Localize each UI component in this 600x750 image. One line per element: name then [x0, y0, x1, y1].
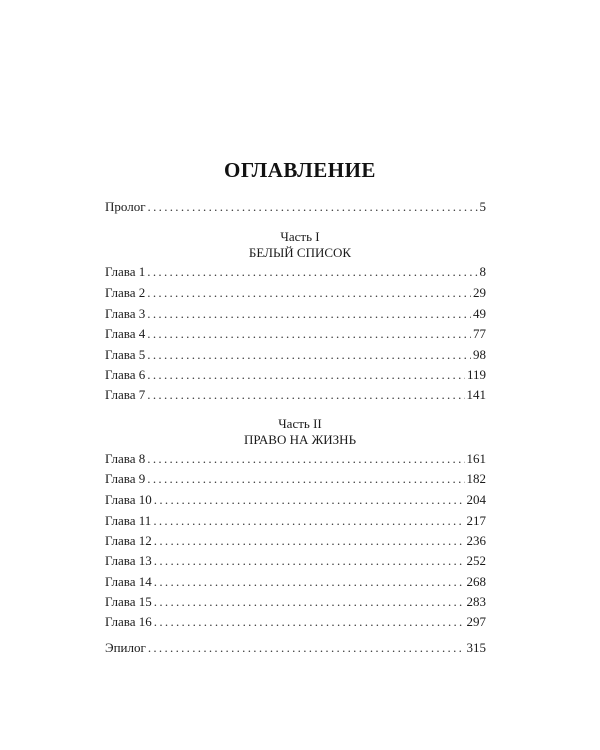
- dot-leader: [147, 284, 471, 302]
- toc-entry-chapter-11: [105, 512, 486, 530]
- toc-entry-chapter-4: [105, 325, 486, 343]
- toc-entry-page: 77: [473, 326, 486, 341]
- part-1-label: Часть I: [280, 229, 320, 244]
- toc-entry-page: 141: [466, 387, 486, 402]
- toc-entry-page: 182: [466, 471, 486, 486]
- dot-leader: [147, 470, 464, 488]
- toc-entry-label: Глава 7: [105, 387, 146, 402]
- page-title: ОГЛАВЛЕНИЕ: [224, 158, 376, 182]
- toc-entry-page: 161: [466, 451, 486, 466]
- toc-entry-page: 98: [473, 347, 486, 362]
- dot-leader: [154, 532, 465, 550]
- toc-entry-label: Глава 2: [105, 285, 146, 300]
- part-2-label: Часть II: [278, 416, 322, 431]
- dot-leader: [154, 573, 465, 591]
- part-1-title: БЕЛЫЙ СПИСОК: [248, 245, 352, 260]
- toc-entry-label: Глава 3: [105, 306, 146, 321]
- dot-leader: [147, 346, 471, 364]
- toc-entry-page: 315: [466, 640, 486, 655]
- toc-entry-label: Глава 15: [105, 594, 152, 609]
- dot-leader: [147, 386, 464, 404]
- toc-entry-page: 252: [466, 553, 486, 568]
- toc-entry-chapter-9: [105, 470, 486, 488]
- dot-leader: [147, 305, 471, 323]
- toc-entry-page: 5: [479, 199, 486, 214]
- toc-entry-label: Пролог: [105, 199, 146, 214]
- dot-leader: [148, 639, 465, 657]
- toc-entry-chapter-12: [105, 532, 486, 550]
- toc-entry-page: 283: [466, 594, 486, 609]
- dot-leader: [154, 491, 465, 509]
- toc-entry-chapter-7: [105, 386, 486, 404]
- dot-leader: [154, 552, 465, 570]
- toc-entry-chapter-1: [105, 263, 486, 281]
- toc-entry-page: 236: [466, 533, 486, 548]
- toc-entry-label: Глава 9: [105, 471, 146, 486]
- toc-entry-page: 204: [466, 492, 486, 507]
- toc-entry-prologue: [105, 198, 486, 216]
- toc-entry-chapter-16: [105, 613, 486, 631]
- toc-entry-label: Глава 1: [105, 264, 146, 279]
- part-2-title: ПРАВО НА ЖИЗНЬ: [243, 432, 357, 447]
- toc-entry-chapter-10: [105, 491, 486, 509]
- toc-entry-label: Глава 12: [105, 533, 152, 548]
- toc-entry-chapter-2: [105, 284, 486, 302]
- toc-entry-page: 119: [466, 367, 486, 382]
- toc-entry-label: Глава 16: [105, 614, 152, 629]
- dot-leader: [148, 198, 478, 216]
- toc-entry-chapter-3: [105, 305, 486, 323]
- toc-entry-page: 297: [466, 614, 486, 629]
- toc-entry-page: 8: [479, 264, 486, 279]
- dot-leader: [147, 263, 477, 281]
- toc-entry-page: 217: [466, 513, 486, 528]
- toc-entry-label: Глава 14: [105, 574, 152, 589]
- toc-entry-label: Глава 8: [105, 451, 146, 466]
- toc-entry-label: Глава 5: [105, 347, 146, 362]
- toc-entry-page: 268: [466, 574, 486, 589]
- toc-entry-chapter-8: [105, 450, 486, 468]
- toc-entry-epilogue: [105, 639, 486, 657]
- dot-leader: [147, 450, 464, 468]
- toc-entry-label: Глава 13: [105, 553, 152, 568]
- toc-entry-chapter-13: [105, 552, 486, 570]
- dot-leader: [154, 613, 465, 631]
- dot-leader: [154, 593, 465, 611]
- toc-entry-label: Глава 4: [105, 326, 146, 341]
- toc-entry-page: 29: [473, 285, 486, 300]
- dot-leader: [147, 366, 465, 384]
- toc-entry-chapter-14: [105, 573, 486, 591]
- toc-entry-chapter-15: [105, 593, 486, 611]
- toc-entry-chapter-5: [105, 346, 486, 364]
- toc-entry-chapter-6: [105, 366, 486, 384]
- dot-leader: [147, 325, 471, 343]
- dot-leader: [153, 512, 464, 530]
- toc-entry-label: Глава 11: [105, 513, 152, 528]
- toc-entry-page: 49: [473, 306, 486, 321]
- toc-entry-label: Эпилог: [105, 640, 146, 655]
- toc-entry-label: Глава 10: [105, 492, 152, 507]
- toc-entry-label: Глава 6: [105, 367, 146, 382]
